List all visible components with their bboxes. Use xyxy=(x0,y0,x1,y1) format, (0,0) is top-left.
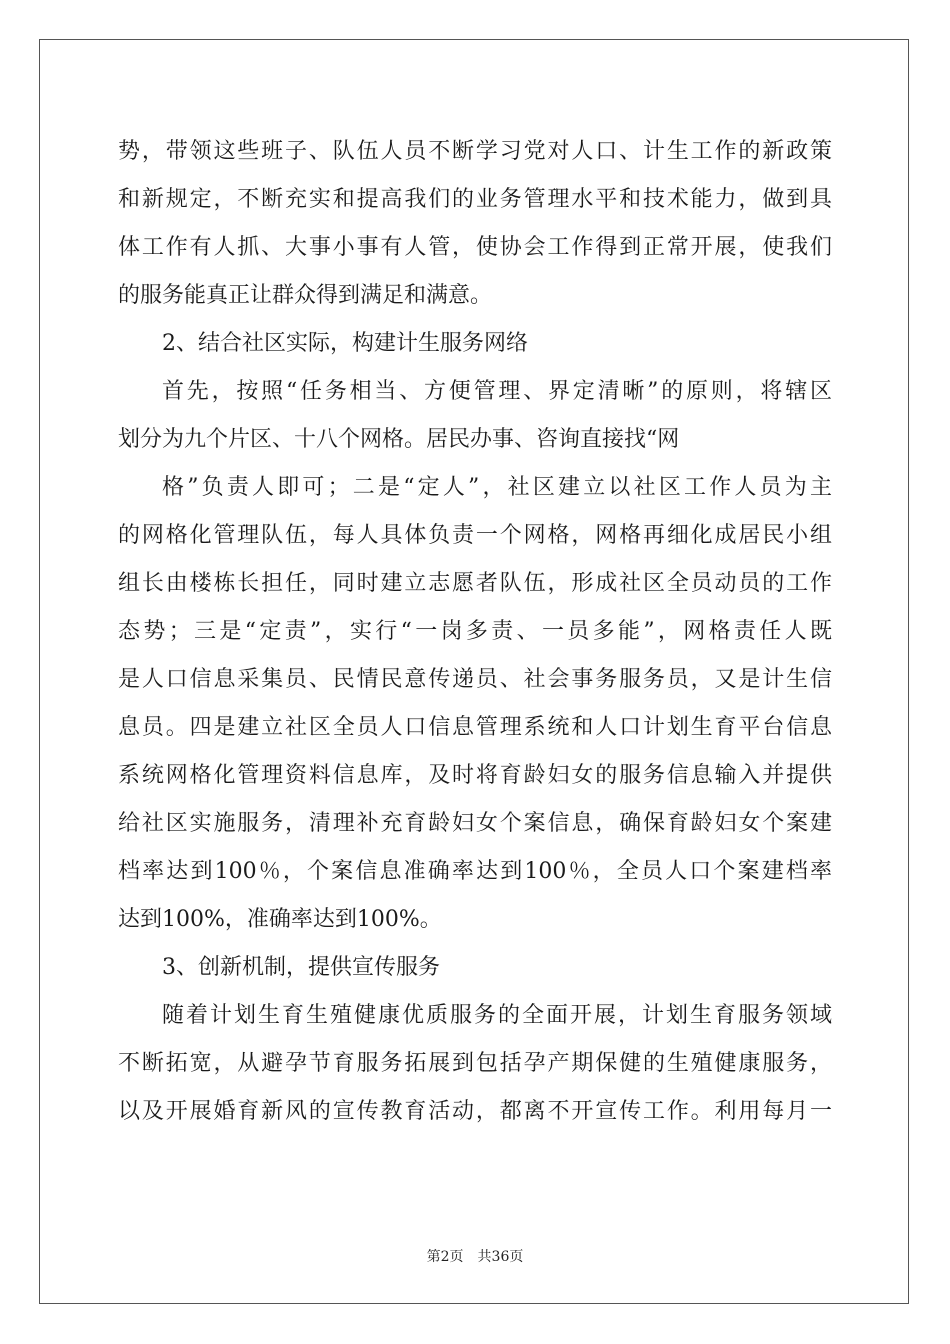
text-line: 档率达到100％，个案信息准确率达到100％，全员人口个案建档率 xyxy=(118,859,832,884)
text-line: 组长由楼栋长担任，同时建立志愿者队伍，形成社区全员动员的工作 xyxy=(118,571,832,596)
text-line: 不断拓宽，从避孕节育服务拓展到包括孕产期保健的生殖健康服务， xyxy=(118,1051,832,1076)
paragraph-first-line: 首先，按照“任务相当、方便管理、界定清晰”的原则，将辖区 xyxy=(162,379,832,404)
text-line: 达到100%，准确率达到100%。 xyxy=(118,907,442,932)
text-line: 息员。四是建立社区全员人口信息管理系统和人口计划生育平台信息 xyxy=(118,715,832,740)
text-line: 划分为九个片区、十八个网格。居民办事、咨询直接找“网 xyxy=(118,427,680,452)
text-line: 的服务能真正让群众得到满足和满意。 xyxy=(118,283,493,308)
text-line: 以及开展婚育新风的宣传教育活动，都离不开宣传工作。利用每月一 xyxy=(118,1099,832,1124)
text-line: 态势；三是“定责”，实行“一岗多责、一员多能”，网格责任人既 xyxy=(118,619,832,644)
text-line: 和新规定，不断充实和提高我们的业务管理水平和技术能力，做到具 xyxy=(118,187,832,212)
section-heading: 2、结合社区实际，构建计生服务网络 xyxy=(162,331,528,356)
paragraph-first-line: 随着计划生育生殖健康优质服务的全面开展，计划生育服务领域 xyxy=(162,1003,832,1028)
text-line: 势，带领这些班子、队伍人员不断学习党对人口、计生工作的新政策 xyxy=(118,139,832,164)
text-line: 给社区实施服务，清理补充育龄妇女个案信息，确保育龄妇女个案建 xyxy=(118,811,832,836)
page-total: 共36页 xyxy=(477,1249,524,1265)
text-line: 体工作有人抓、大事小事有人管，使协会工作得到正常开展，使我们 xyxy=(118,235,832,260)
page-number: 第2页 xyxy=(426,1249,464,1265)
paragraph-first-line: 格”负责人即可；二是“定人”，社区建立以社区工作人员为主 xyxy=(162,475,832,500)
section-heading: 3、创新机制，提供宣传服务 xyxy=(162,955,440,980)
text-line: 的网格化管理队伍，每人具体负责一个网格，网格再细化成居民小组 xyxy=(118,523,832,548)
document-body xyxy=(118,128,832,1136)
text-line: 是人口信息采集员、民情民意传递员、社会事务服务员，又是计生信 xyxy=(118,667,832,692)
page-footer xyxy=(0,1246,950,1266)
text-line: 系统网格化管理资料信息库，及时将育龄妇女的服务信息输入并提供 xyxy=(118,763,832,788)
